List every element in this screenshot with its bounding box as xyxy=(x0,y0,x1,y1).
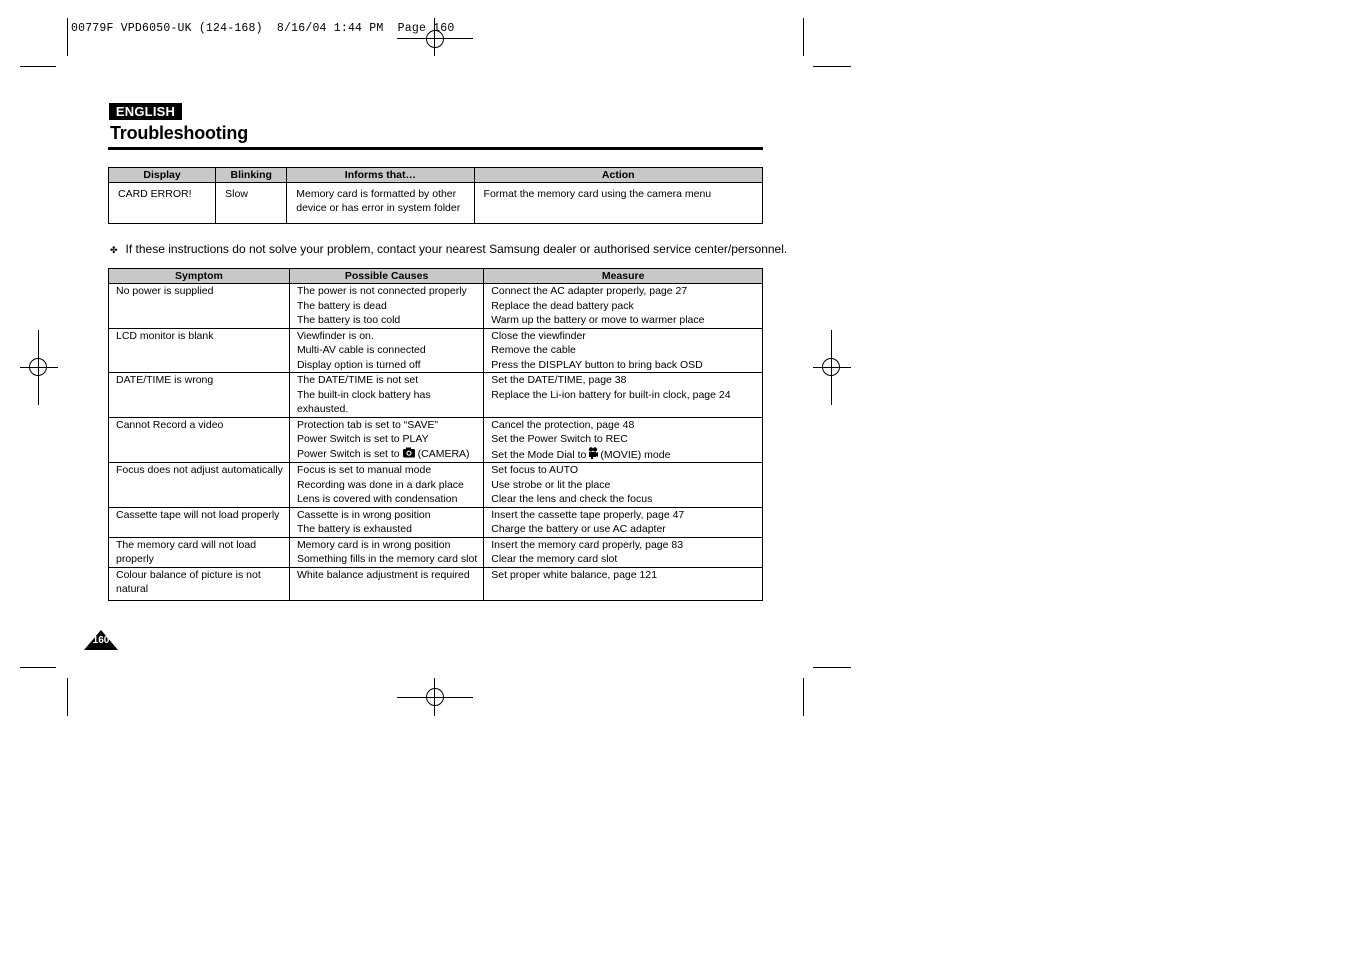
cause-line: The battery is dead xyxy=(296,299,387,312)
cause-camera-post: (CAMERA) xyxy=(417,447,470,460)
crop-mark xyxy=(803,18,804,56)
table-row xyxy=(109,463,763,508)
table-row xyxy=(109,537,763,567)
measure-cell xyxy=(484,537,763,567)
column-header: Symptom xyxy=(109,269,290,284)
crop-mark xyxy=(813,667,851,668)
cause-line: Display option is turned off xyxy=(296,358,421,371)
table-row xyxy=(109,183,763,224)
measure-cell xyxy=(484,507,763,537)
cause-line: Power Switch is set to PLAY xyxy=(296,433,429,445)
crop-mark xyxy=(67,18,68,56)
column-header: Informs that… xyxy=(287,168,474,183)
symptom-cell xyxy=(109,328,290,373)
crop-mark xyxy=(813,66,851,67)
cause-line: The power is not connected properly xyxy=(296,285,467,297)
note-text: If these instructions do not solve your problem, contact your nearest Samsung dealer or authorised service center/personnel. xyxy=(125,242,788,256)
measure-line: Press the DISPLAY button to bring back OSD xyxy=(491,358,703,371)
column-header: Measure xyxy=(484,269,763,284)
registration-circle xyxy=(822,358,840,376)
symptom-line: Focus does not adjust automatically xyxy=(116,464,283,476)
camera-icon xyxy=(402,447,416,458)
measure-cell xyxy=(484,417,763,463)
cause-line: The built-in clock battery has xyxy=(296,388,431,401)
causes-cell xyxy=(289,567,483,600)
table-row xyxy=(109,507,763,537)
registration-circle xyxy=(29,358,47,376)
measure-line: Cancel the protection, page 48 xyxy=(491,418,635,431)
measure-line: Set the DATE/TIME, page 38 xyxy=(491,374,627,386)
cause-line: Focus is set to manual mode xyxy=(296,464,432,476)
measure-line: Replace the dead battery pack xyxy=(491,299,634,312)
measure-cell xyxy=(484,328,763,373)
page-number: 160 xyxy=(92,635,110,646)
causes-cell xyxy=(289,417,483,463)
column-header: Display xyxy=(109,168,216,183)
informs-line: device or has error in system folder xyxy=(296,202,461,214)
symptom-line: No power is supplied xyxy=(116,285,214,297)
table-row xyxy=(109,284,763,329)
symptom-line: Colour balance of picture is not xyxy=(116,568,261,581)
informs-line: Memory card is formatted by other xyxy=(296,188,457,200)
measure-movie-post: (MOVIE) mode xyxy=(600,448,671,461)
symptom-cell xyxy=(109,537,290,567)
measure-cell xyxy=(484,463,763,508)
table-row xyxy=(109,328,763,373)
symptom-line: Cassette tape will not load properly xyxy=(116,508,280,521)
movie-camera-icon xyxy=(588,447,598,459)
column-header: Blinking xyxy=(216,168,287,183)
measure-line: Charge the battery or use AC adapter xyxy=(491,523,666,535)
symptom-line: natural xyxy=(116,583,149,595)
symptom-line: properly xyxy=(116,553,154,565)
symptom-cell xyxy=(109,567,290,600)
measure-line: Connect the AC adapter properly, page 27 xyxy=(491,285,688,297)
cause-line: Viewfinder is on. xyxy=(296,329,374,342)
causes-cell xyxy=(289,507,483,537)
measure-line: Insert the memory card properly, page 83 xyxy=(491,538,684,551)
table-header-row xyxy=(109,269,763,284)
cause-line: The battery is too cold xyxy=(296,314,401,326)
symptom-line: Cannot Record a video xyxy=(116,418,224,431)
crop-mark xyxy=(803,678,804,716)
crop-mark xyxy=(67,678,68,716)
causes-cell xyxy=(289,328,483,373)
table-row xyxy=(109,567,763,600)
print-slug: 00779F VPD6050-UK (124-168) 8/16/04 1:44 PM Page 160 xyxy=(71,22,455,35)
symptom-cell xyxy=(109,463,290,508)
measure-movie-pre: Set the Mode Dial to xyxy=(491,448,587,461)
column-header: Possible Causes xyxy=(289,269,483,284)
symptom-cell xyxy=(109,417,290,463)
cause-line: Protection tab is set to “SAVE” xyxy=(296,418,438,431)
blinking-cell: Slow xyxy=(216,183,287,224)
registration-circle xyxy=(426,688,444,706)
cause-line: The DATE/TIME is not set xyxy=(296,374,419,386)
symptom-line: LCD monitor is blank xyxy=(116,329,214,342)
measure-line: Set the Power Switch to REC xyxy=(491,433,628,445)
symptom-table xyxy=(108,268,763,601)
cause-line: Cassette is in wrong position xyxy=(296,508,431,521)
table-row xyxy=(109,417,763,463)
informs-cell xyxy=(287,183,474,224)
title-rule xyxy=(108,147,763,150)
page-title: Troubleshooting xyxy=(110,123,248,143)
cause-line: Recording was done in a dark place xyxy=(296,478,464,491)
crop-mark xyxy=(20,66,56,67)
cause-camera-pre: Power Switch is set to xyxy=(296,447,400,460)
support-note xyxy=(110,242,787,256)
causes-cell xyxy=(289,373,483,418)
measure-line: Remove the cable xyxy=(491,344,576,356)
symptom-line: The memory card will not load xyxy=(116,538,257,551)
note-mark: ✤ xyxy=(110,245,118,255)
cause-line: Multi-AV cable is connected xyxy=(296,344,426,356)
symptom-cell xyxy=(109,373,290,418)
display-table xyxy=(108,167,763,224)
measure-line xyxy=(491,447,756,463)
cause-line: White balance adjustment is required xyxy=(296,568,470,581)
table-row xyxy=(109,373,763,418)
action-cell: Format the memory card using the camera menu xyxy=(474,183,762,224)
measure-cell xyxy=(484,284,763,329)
cause-line: Something fills in the memory card slot xyxy=(296,553,478,565)
measure-line: Clear the lens and check the focus xyxy=(491,493,653,505)
cause-line: exhausted. xyxy=(296,403,349,415)
causes-cell xyxy=(289,463,483,508)
measure-line: Close the viewfinder xyxy=(491,329,586,342)
column-header: Action xyxy=(474,168,762,183)
crop-mark xyxy=(20,667,56,668)
measure-line: Warm up the battery or move to warmer place xyxy=(491,314,705,326)
cause-line xyxy=(297,447,477,462)
language-badge: ENGLISH xyxy=(109,103,182,120)
measure-line: Replace the Li-ion battery for built-in clock, page 24 xyxy=(491,388,731,401)
symptom-line: DATE/TIME is wrong xyxy=(116,374,214,386)
measure-line: Set focus to AUTO xyxy=(491,464,579,476)
measure-line: Clear the memory card slot xyxy=(491,553,618,565)
symptom-cell xyxy=(109,284,290,329)
measure-line: Use strobe or lit the place xyxy=(491,478,611,491)
table-header-row xyxy=(109,168,763,183)
measure-cell xyxy=(484,567,763,600)
display-cell: CARD ERROR! xyxy=(109,183,216,224)
causes-cell xyxy=(289,284,483,329)
measure-cell xyxy=(484,373,763,418)
cause-line: The battery is exhausted xyxy=(296,523,412,535)
measure-line: Set proper white balance, page 121 xyxy=(491,568,658,581)
cause-line: Lens is covered with condensation xyxy=(296,493,458,505)
causes-cell xyxy=(289,537,483,567)
measure-line: Insert the cassette tape properly, page 47 xyxy=(491,508,685,521)
cause-line: Memory card is in wrong position xyxy=(296,538,451,551)
symptom-cell xyxy=(109,507,290,537)
